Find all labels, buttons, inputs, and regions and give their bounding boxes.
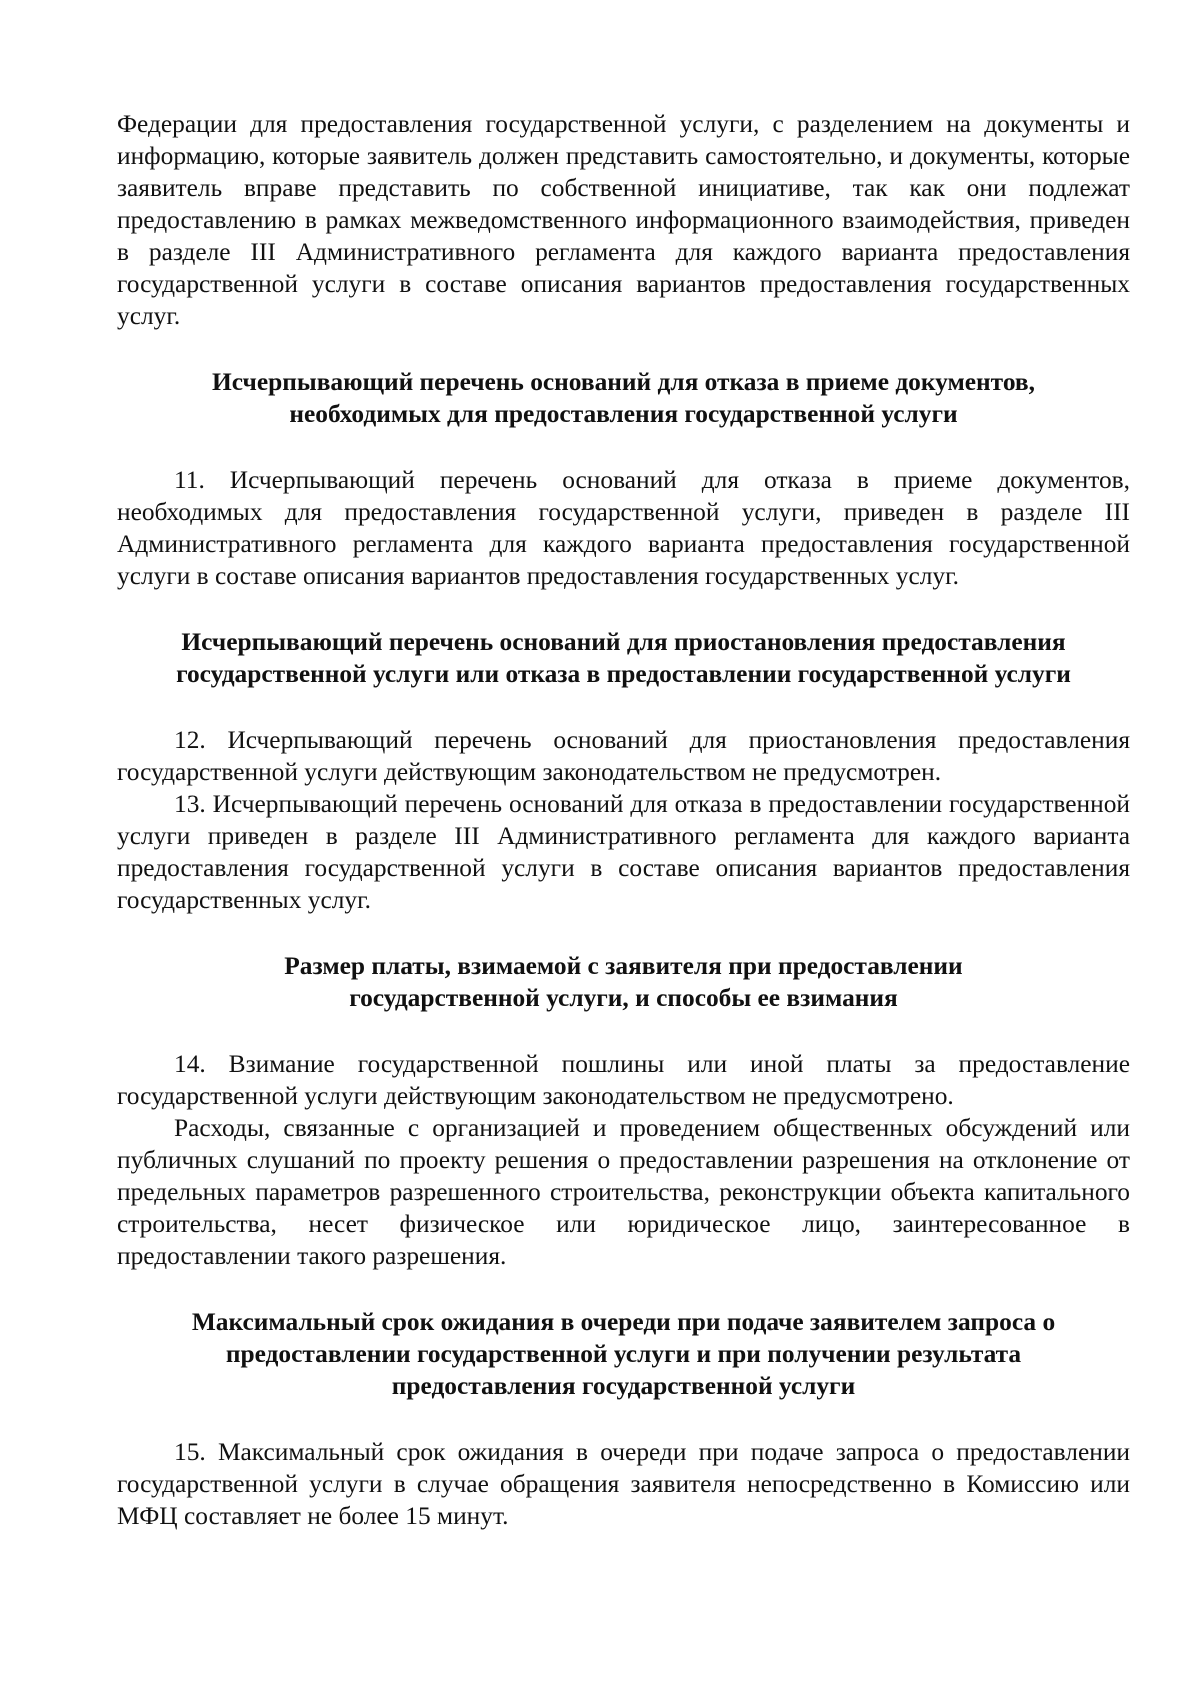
- heading-line: необходимых для предоставления государственной услуги: [289, 400, 958, 428]
- heading-line: предоставления государственной услуги: [391, 1372, 856, 1400]
- section-heading-fee: [117, 950, 1130, 1014]
- paragraph-11: 11. Исчерпывающий перечень оснований для отказа в приеме документов, необходимых для предоставления государственной услуги, приведен в разделе III Административного регламента для каждого варианта предоставления государственной услуги в составе описания вариантов предоставления государственных услуг.: [117, 466, 1130, 590]
- paragraph-12: 12. Исчерпывающий перечень оснований для приостановления предоставления государственной услуги действующим законодательством не предусмотрен.: [117, 726, 1130, 786]
- paragraph-lead: Федерации для предоставления государственной услуги, с разделением на документы и информацию, которые заявитель должен представить самостоятельно, и документы, которые заявитель вправе представить по собственной инициативе, так как они подлежат предоставлению в рамках межведомственного информационного взаимодействия, приведен в разделе III Административного регламента для каждого варианта предоставления государственной услуги в составе описания вариантов предоставления государственных услуг.: [117, 110, 1130, 330]
- heading-line: Исчерпывающий перечень оснований для отказа в приеме документов,: [212, 368, 1035, 396]
- paragraph-15: 15. Максимальный срок ожидания в очереди при подаче запроса о предоставлении государственной услуги в случае обращения заявителя непосредственно в Комиссию или МФЦ составляет не более 15 минут.: [117, 1438, 1130, 1530]
- heading-line: предоставлении государственной услуги и при получении результата: [225, 1340, 1022, 1368]
- heading-line: государственной услуги или отказа в предоставлении государственной услуги: [176, 660, 1071, 688]
- paragraph-14: 14. Взимание государственной пошлины или иной платы за предоставление государственной услуги действующим законодательством не предусмотрено.: [117, 1050, 1130, 1110]
- section-heading-queue-time: [117, 1306, 1130, 1402]
- section-heading-refusal-documents: [117, 366, 1130, 430]
- heading-line: государственной услуги, и способы ее взимания: [349, 984, 898, 1012]
- paragraph-13: 13. Исчерпывающий перечень оснований для отказа в предоставлении государственной услуги приведен в разделе III Административного регламента для каждого варианта предоставления государственной услуги в составе описания вариантов предоставления государственных услуг.: [117, 790, 1130, 914]
- section-heading-suspension: [117, 626, 1130, 690]
- document-page: [117, 108, 1130, 1532]
- heading-line: Размер платы, взимаемой с заявителя при предоставлении: [284, 952, 963, 980]
- heading-line: Максимальный срок ожидания в очереди при подаче заявителем запроса о: [191, 1308, 1056, 1336]
- heading-line: Исчерпывающий перечень оснований для приостановления предоставления: [181, 628, 1066, 656]
- paragraph-expenses: Расходы, связанные с организацией и проведением общественных обсуждений или публичных слушаний по проекту решения о предоставлении разрешения на отклонение от предельных параметров разрешенного строительства, реконструкции объекта капитального строительства, несет физическое или юридическое лицо, заинтересованное в предоставлении такого разрешения.: [117, 1114, 1130, 1270]
